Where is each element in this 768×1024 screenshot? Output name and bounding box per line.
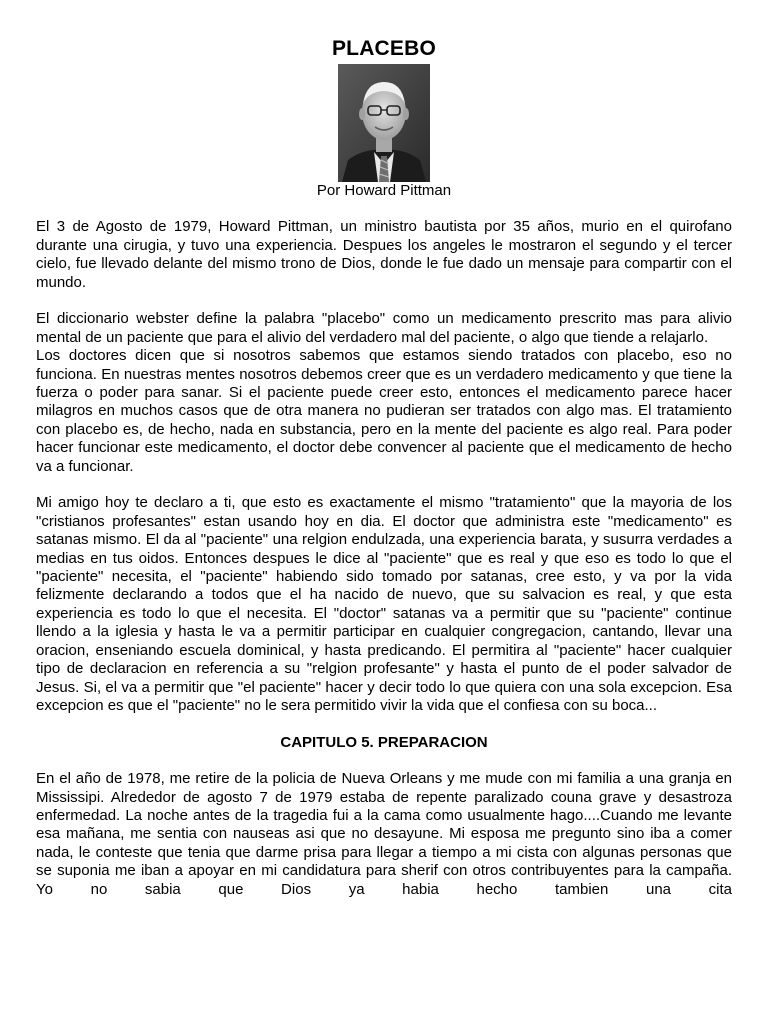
doctors-paragraph: Los doctores dicen que si nosotros sabemos que estamos siendo tratados con placebo, eso no funciona. En nuestras mentes nosotros debemos creer que es un verdadero medicamento y que tiene la fuerza o poder para sanar. Si el paciente puede creer esto, entonces el medicamento parece hacer milagros en muchos casos que de otra manera no pudieran ser tratados con algo mas. El tratamiento con placebo es, de hecho, nada en substancia, pero en la mente del paciente es algo real. Para poder hacer funcionar este medicamento, el doctor debe convencer al paciente que el medicamento de hecho va a funcionar. [36, 347, 732, 475]
definition-paragraph: El diccionario webster define la palabra "placebo" como un medicamento prescrito mas para alivio mental de un paciente que para el alivio del verdadero mal del paciente, o algo que tiende a relajarlo. [36, 310, 732, 346]
chapter-paragraph: En el año de 1978, me retire de la policia de Nueva Orleans y me mude con mi familia a una granja en Mississipi. Alrededor de agosto 7 de 1979 estaba de repente paralizado couna grave y desastroza enfermedad. La noche antes de la tragedia fui a la cama como usualmente hago....Cuando me levante esa mañana, me sentia con nauseas asi que no desayune. Mi esposa me pregunto sino iba a comer nada, le conteste que tenia que darme prisa para llegar a tiempo a mi cista con algunas personas que se suponia me iban a apoyar en mi candidatura para sherif con otros contribuyentes para la campaña. Yo no sabia que Dios ya habia hecho tambien una cita [36, 770, 732, 898]
author-byline: Por Howard Pittman [316, 182, 452, 199]
intro-paragraph: El 3 de Agosto de 1979, Howard Pittman, un ministro bautista por 35 años, murio en el quirofano durante una cirugia, y tuvo una experiencia. Despues los angeles le mostraron el segundo y el tercer cielo, fue llevado delante del mismo trono de Dios, donde le fue dado un mensaje para compartir con el mundo. [36, 218, 732, 291]
document-page [36, 34, 732, 899]
author-photo [338, 64, 430, 182]
document-title: PLACEBO [331, 37, 437, 60]
declaration-paragraph: Mi amigo hoy te declaro a ti, que esto es exactamente el mismo "tratamiento" que la mayoria de los "cristianos profesantes" estan usando hoy en dia. El doctor que administra este "medicamento" es satanas mismo. El da al "paciente" una relgion endulzada, una experiencia barata, y susurra verdades a medias en tus oidos. Entonces despues le dice al "paciente" que es real y que eso es todo lo que el "paciente" necesita, el "paciente" habiendo sido tomado por satanas, cree esto, y va por la vida felizmente declarando a todos que el ha nacido de nuevo, que su salvacion es real, y que esta experiencia es todo lo que el necesita. El "doctor" satanas va a permitir que su "paciente" continue llendo a la iglesia y hasta le va a permitir participar en cualquier congregacion, cantando, llevar una oracion, enseniando escuela dominical, y hasta predicando. El permitira al "paciente" hacer cualquier tipo de declaracion en referencia a su "relgion profesante" y hasta el punto de el poder salvador de Jesus. Si, el va a permitir que "el paciente" hacer y decir todo lo que quiera con una sola excepcion. Esa excepcion es que el "paciente" no le sera permitido vivir la vida que el confiesa con su boca... [36, 494, 732, 714]
chapter-heading: CAPITULO 5. PREPARACION [280, 733, 488, 751]
